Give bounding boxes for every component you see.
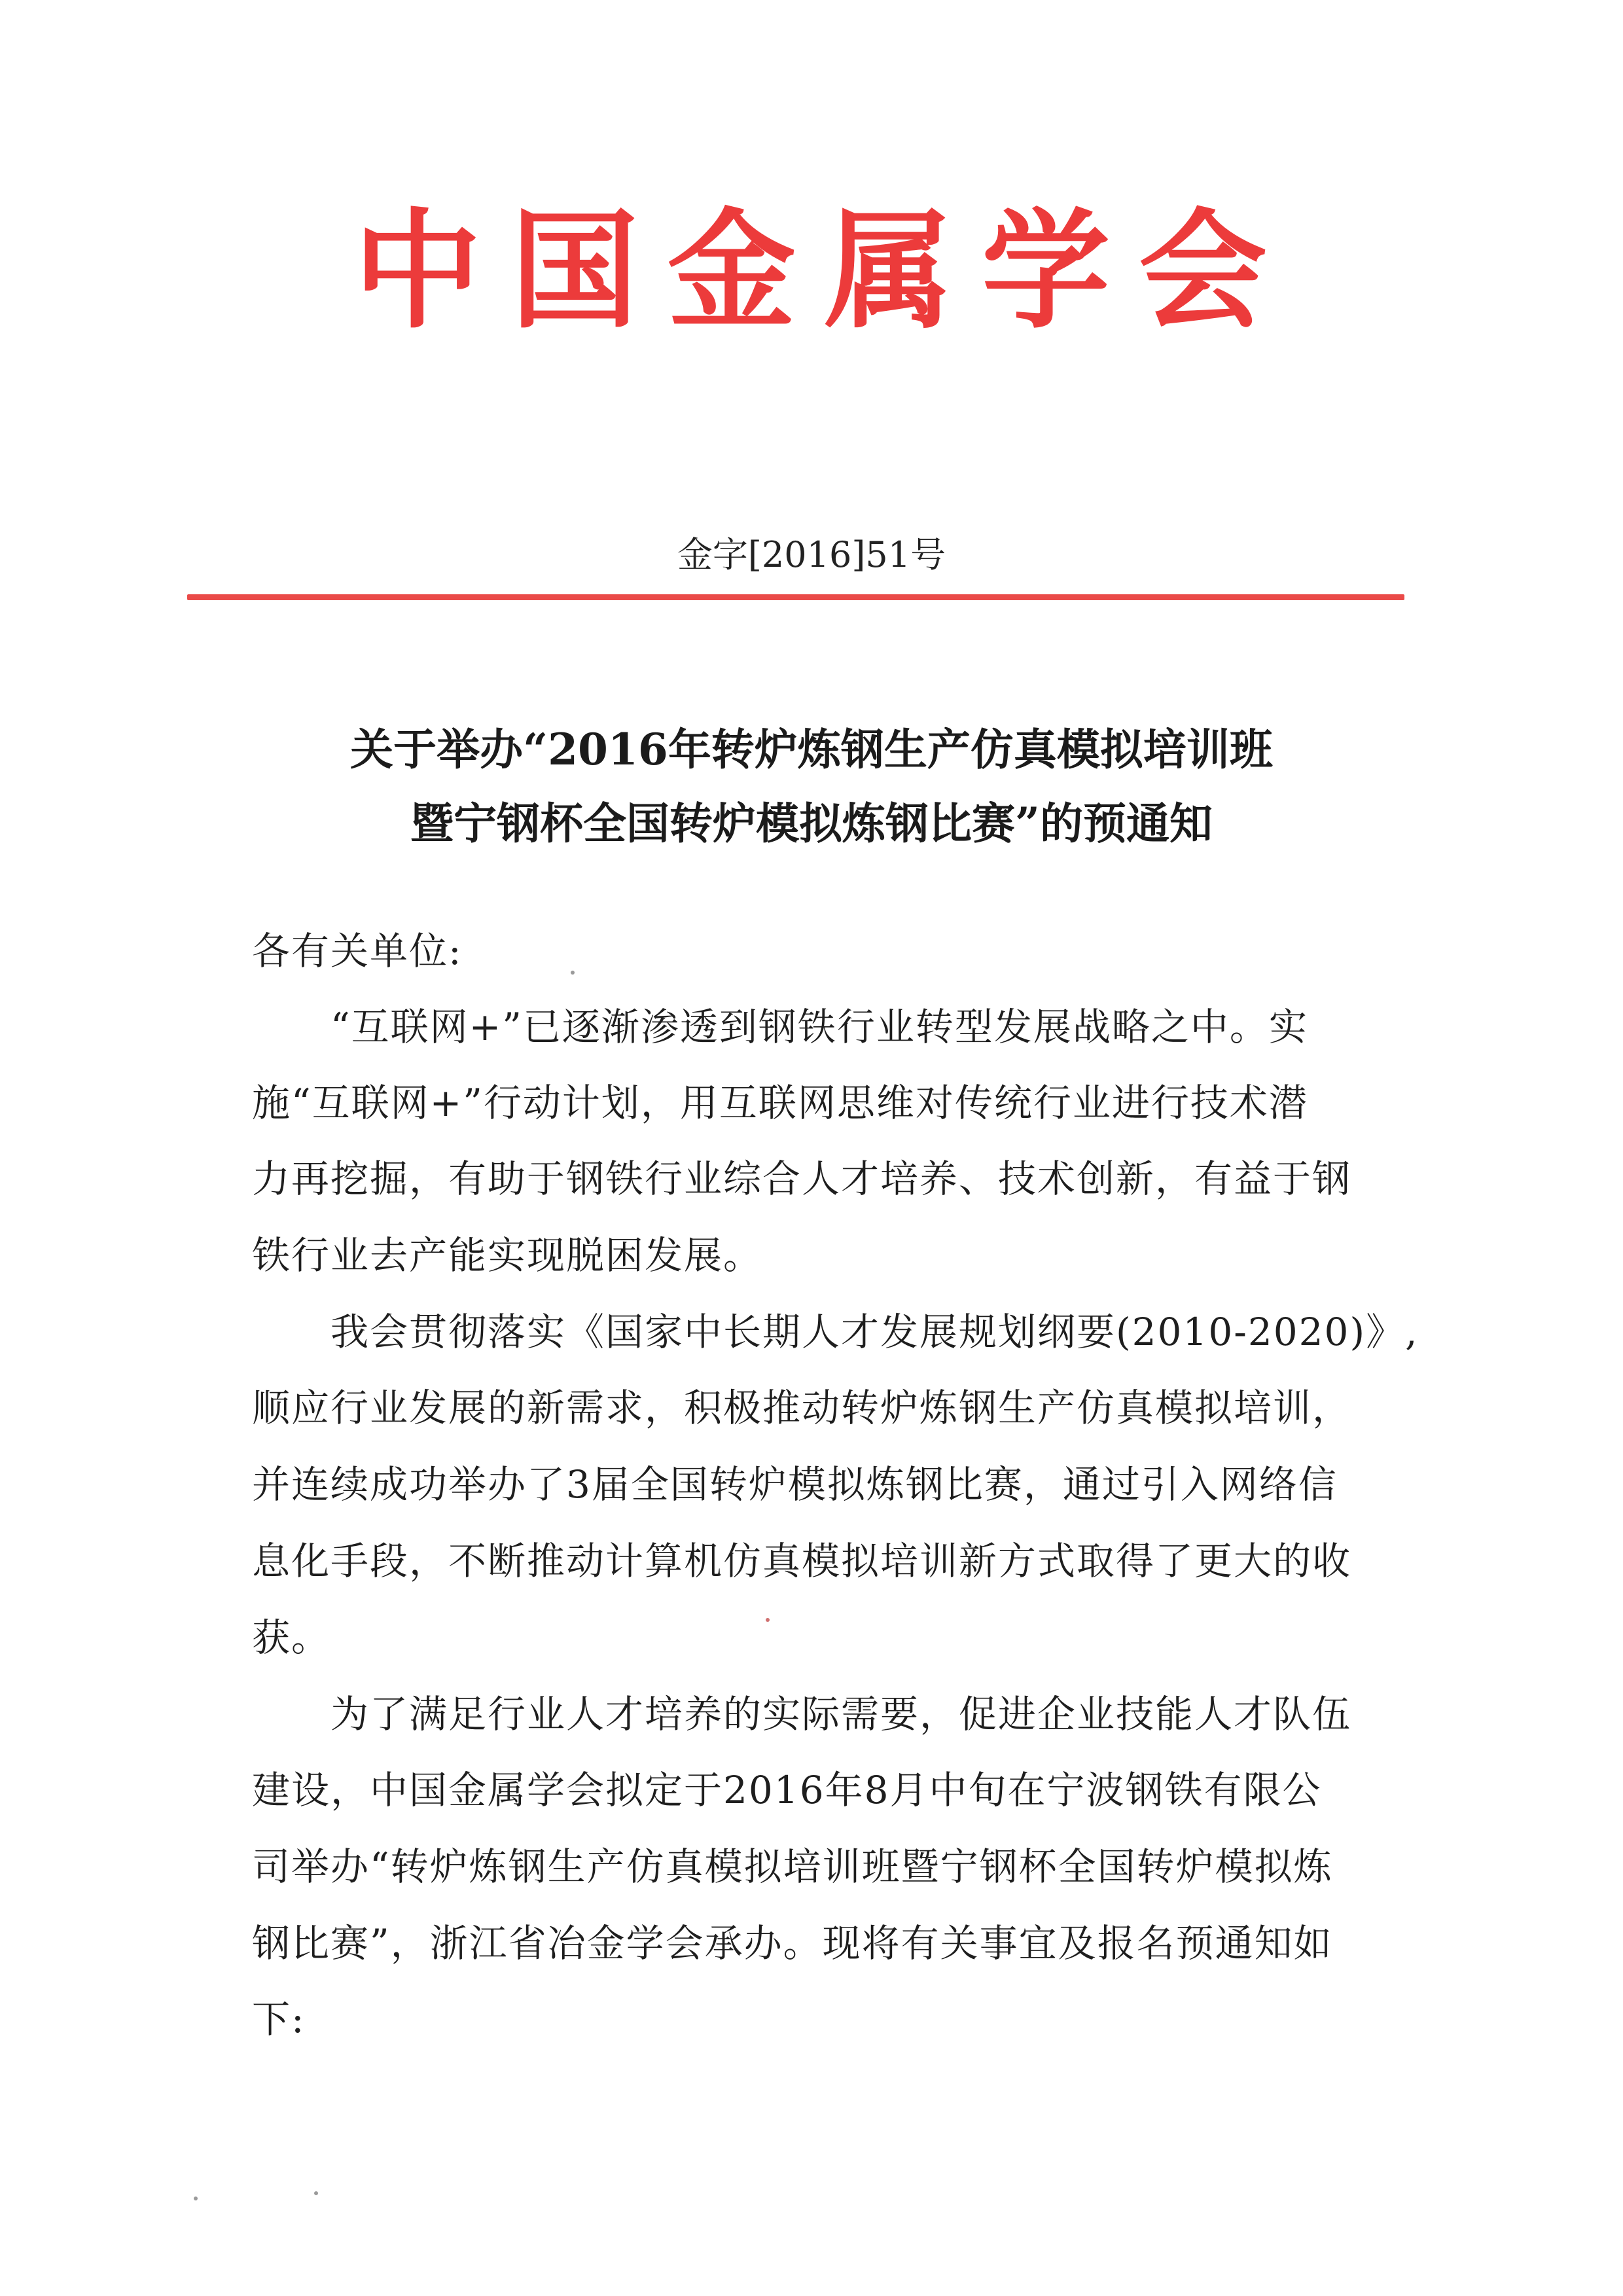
title-line-1: 关于举办“2016年转炉炼钢生产仿真模拟培训班 (350, 724, 1273, 775)
organization-header: 中国金属学会 (353, 197, 1296, 346)
body-line: 下: (252, 1997, 306, 2041)
scan-speck (314, 2191, 318, 2195)
body-line: 施“互联网+”行动计划，用互联网思维对传统行业进行技术潜 (252, 1081, 1308, 1125)
title-line-2: 暨宁钢杯全国转炉模拟炼钢比赛”的预通知 (410, 798, 1213, 849)
red-divider-rule (187, 594, 1404, 600)
body-line: 司举办“转炉炼钢生产仿真模拟培训班暨宁钢杯全国转炉模拟炼 (252, 1844, 1333, 1889)
scan-speck (194, 2197, 198, 2200)
document-number: 金字[2016]51号 (677, 534, 946, 575)
body-line: 我会贯彻落实《国家中长期人才发展规划纲要(2010-2020)》, (330, 1310, 1419, 1354)
body-line: “互联网+”已逐渐渗透到钢铁行业转型发展战略之中。实 (330, 1005, 1308, 1049)
scan-speck (766, 1618, 770, 1622)
body-line: 钢比赛”，浙江省冶金学会承办。现将有关事宜及报名预通知如 (252, 1921, 1333, 1965)
body-line: 获。 (252, 1615, 331, 1660)
body-line: 为了满足行业人才培养的实际需要，促进企业技能人才队伍 (330, 1692, 1352, 1736)
body-line: 铁行业去产能实现脱困发展。 (252, 1233, 763, 1278)
scan-speck (571, 971, 575, 975)
body-line: 力再挖掘，有助于钢铁行业综合人才培养、技术创新，有益于钢 (252, 1157, 1352, 1201)
salutation: 各有关单位: (252, 929, 463, 973)
body-line: 并连续成功举办了3届全国转炉模拟炼钢比赛，通过引入网络信 (252, 1462, 1338, 1507)
body-line: 顺应行业发展的新需求，积极推动转炉炼钢生产仿真模拟培训， (252, 1386, 1352, 1430)
body-line: 息化手段，不断推动计算机仿真模拟培训新方式取得了更大的收 (252, 1539, 1352, 1583)
body-line: 建设，中国金属学会拟定于2016年8月中旬在宁波钢铁有限公 (252, 1768, 1322, 1812)
